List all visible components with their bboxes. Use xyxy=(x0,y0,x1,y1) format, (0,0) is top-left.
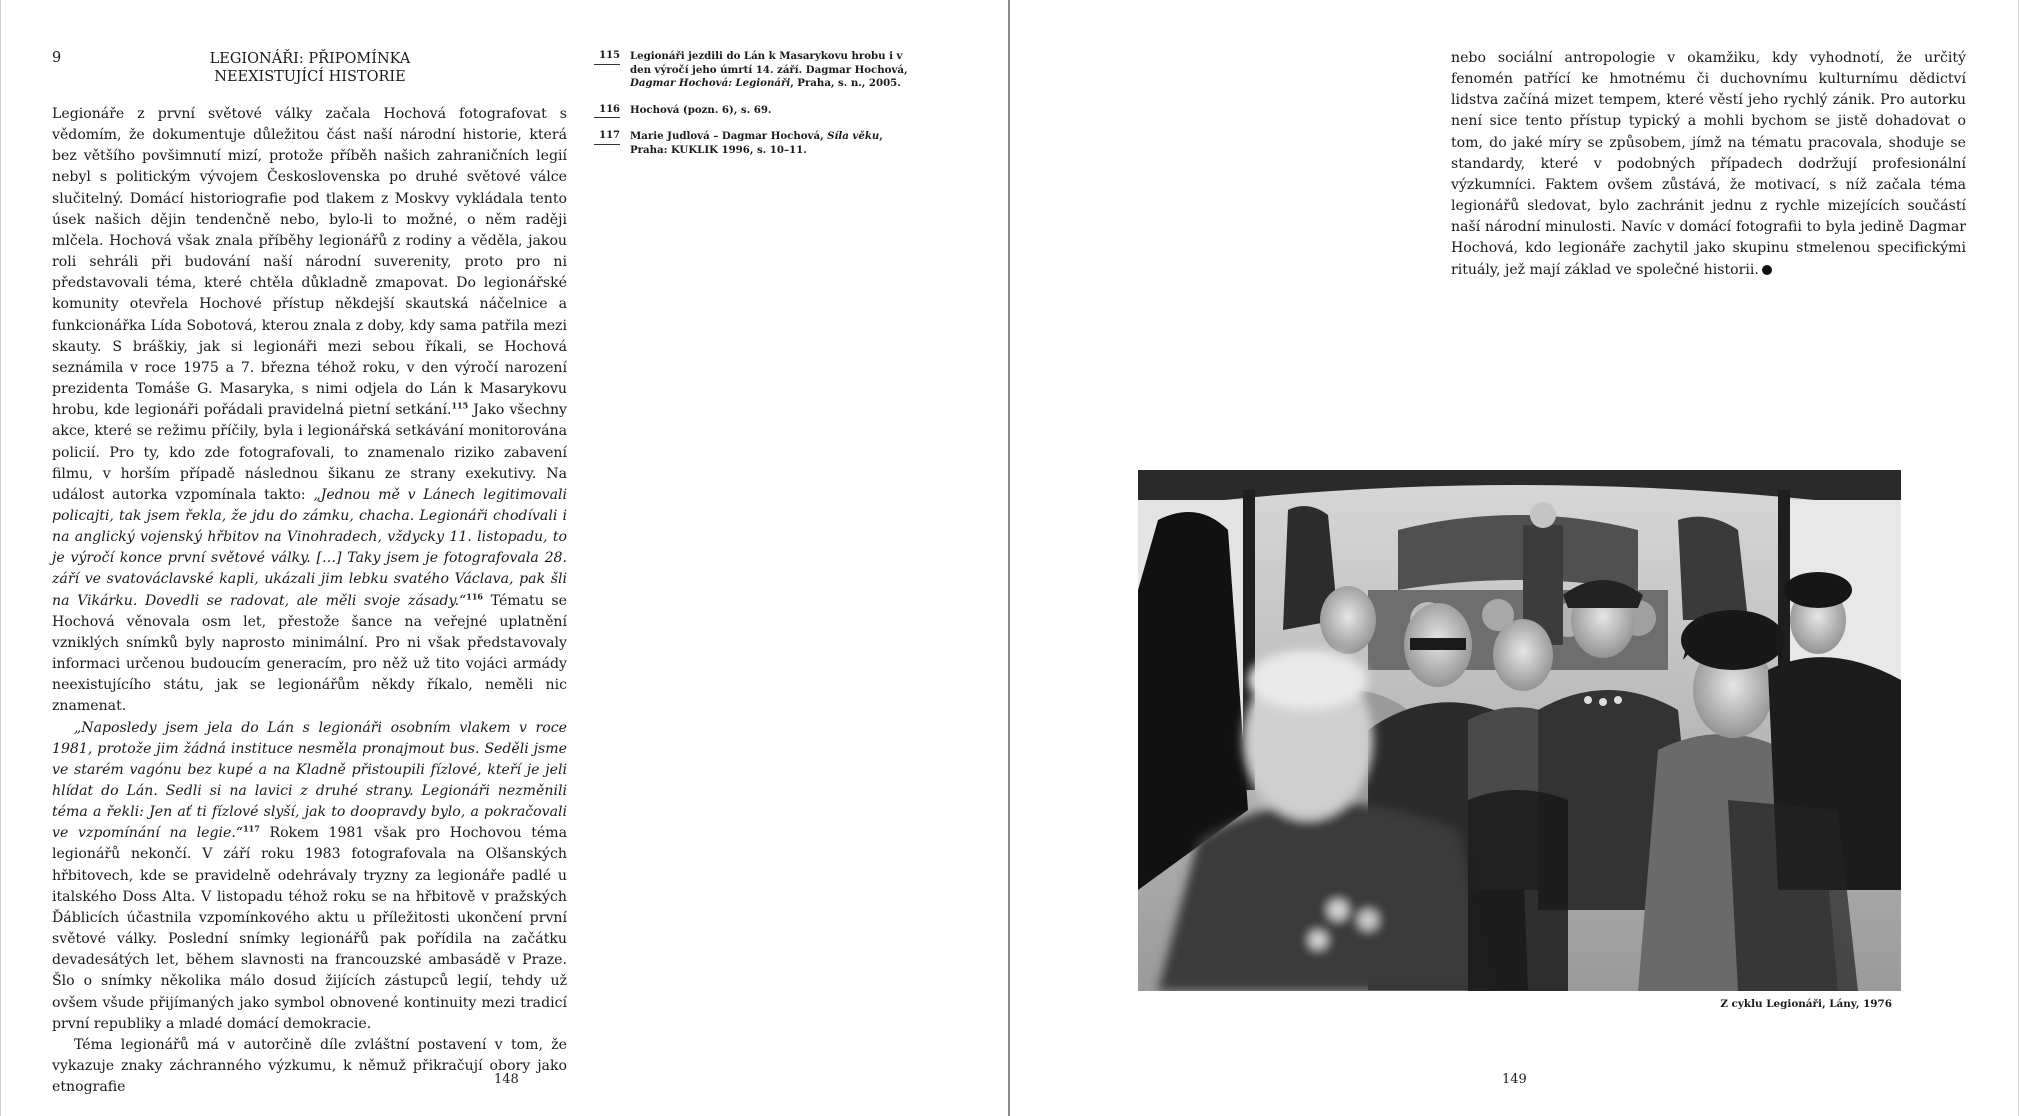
footnote-number: 116 xyxy=(594,103,620,119)
footnote-reference: 116 xyxy=(466,590,483,601)
quotation-text: „Jednou mě v Lánech legitimovali policajti, tak jsem řekla, že jdu do zámku, chacha. Legionáři chodívali i na anglický vojenský hřbitov na Vinohradech, vždycky 11. listopadu, to je výročí konce první světové války. […] Taky jsem je fotografovala 28. září ve svatováclavské kapli, ukázali jim lebku svatého Václava, pak šli na Vikárku. Dovedli se radovat, ale měli svoje zásady.“ xyxy=(52,486,567,609)
quotation-text: „Naposledy jsem jela do Lán s legionáři osobním vlakem v roce 1981, protože jim žádná instituce nesměla pronajmout bus. Seděli jsme ve starém vagónu bez kupé a na Kladně přistoupili fízlové, kteří je jeli hlídat do Lán. Sedli si na lavici z druhé strany. Legionáři nezměnili téma a řekli: Jen ať ti fízlové slyší, jak to doopravdy bylo, a pokračovali ve vzpomínání na legie.“ xyxy=(52,719,567,842)
text-run: Hochová (pozn. 6), s. 69. xyxy=(630,103,772,116)
page-number: 149 xyxy=(1502,1072,1527,1087)
footnote xyxy=(592,50,912,91)
footnote-number: 117 xyxy=(594,129,620,145)
photo-legionnaires-bus xyxy=(1138,470,1901,991)
photo-caption: Z cyklu Legionáři, Lány, 1976 xyxy=(1720,998,1892,1010)
text-run: Jako všechny akce, které se režimu příčily, byla i legionářská setkávání monitorována policií. Pro ty, kdo zde fotografovali, to znamenalo riziko zabavení filmu, v horším případě následnou šikanu ze strany exekutivy. Na událost autorka vzpomínala takto: xyxy=(52,402,567,503)
text-run: Marie Judlová – Dagmar Hochová, xyxy=(630,130,828,142)
text-run: Téma legionářů má v autorčině díle zvláštní postavení v tom, že vykazuje znaky záchranného výzkumu, k němuž přikračují obory jako etnografie xyxy=(52,1036,567,1096)
paragraph xyxy=(52,104,567,718)
footnote-reference: 117 xyxy=(243,823,260,834)
page-number: 148 xyxy=(494,1072,519,1087)
left-page xyxy=(0,0,1008,1116)
footnote-number: 115 xyxy=(594,49,620,65)
page-edge xyxy=(0,0,1,1116)
paragraph xyxy=(52,718,567,1035)
text-run: Legionáře z první světové války začala Hochová fotografovat s vědomím, že dokumentuje důležitou část naší národní historie, která bez většího povšimnutí mizí, protože příběh našich zahraničních legií nebyl s politickým vývojem Československa po druhé světové válce slučitelný. Domácí historiografie pod tlakem z Moskvy vykládala tento úsek našich dějin tendenčně nebo, bylo-li to možné, o něm raději mlčela. Hochová však znala příběhy legionářů z rodiny a věděla, jakou roli sehráli při budování naší národní suverenity, proto pro ni představovali téma, které chtěla důkladně zmapovat. Do legionářské komunity otevřela Hochové přístup někdejší skautská náčelnice a funkcionářka Lída Sobotová, kterou znala z doby, kdy sama patřila mezi skauty. S bráškiy, jak si legionáři mezi sebou říkali, se Hochová seznámila v roce 1975 a 7. března téhož roku, v den výročí narození prezidenta Tomáše G. Masaryka, s nimi odjela do Lán k Masarykovu hrobu, kde legionáři pořádali pravidelná pietní setkání. xyxy=(52,106,567,419)
body-text-continued xyxy=(1451,48,1966,281)
chapter-title-line: NEEXISTUJÍCÍ HISTORIE xyxy=(214,69,406,85)
quotation-text: Síla věku xyxy=(827,130,880,142)
end-mark-icon xyxy=(1762,265,1772,275)
text-run: Tématu se Hochová věnovala osm let, přestože šance na veřejné uplatnění vzniklých snímků byly naprosto minimální. Pro ni však představovaly informaci určenou budoucím generacím, pro něž už tito vojáci armády neexistujícího státu, jak se legionářům někdy říkalo, neměli nic znamenat. xyxy=(52,592,568,715)
footnote xyxy=(592,104,912,118)
paragraph xyxy=(52,1035,567,1098)
text-run: Legionáři jezdili do Lán k Masarykovu hrobu i v den výročí jeho úmrtí 14. září. Dagmar Hochová, xyxy=(630,50,908,76)
footnotes xyxy=(592,50,912,170)
text-run: , Praha: KUKLIK 1996, s. 10–11. xyxy=(630,130,883,156)
footnote-reference: 115 xyxy=(451,400,469,411)
body-text xyxy=(52,104,567,1098)
text-run: , Praha, s. n., 2005. xyxy=(790,77,901,89)
footnote xyxy=(592,130,912,157)
chapter-title-line: LEGIONÁŘI: PŘIPOMÍNKA xyxy=(209,51,411,67)
paragraph-text: nebo sociální antropologie v okamžiku, kdy vyhodnotí, že určitý fenomén patřící ke hmotnému či duchovnímu kulturnímu dědictví lidstva začíná mizet tempem, které věstí jeho rychlý zánik. Pro autorku není sice tento přístup typický a mohli bychom se jistě dohadovat o tom, do jaké míry se způsobem, jímž na tématu pracovala, shoduje se standardy, které v podobných případech dodržují profesionální výzkumníci. Faktem ovšem zůstává, že motivací, s níž začala téma legionářů sledovat, bylo zachránit jednu z rychle mizejících součástí naší národní minulosti. Navíc v domácí fotografii to byla jedině Dagmar Hochová, kdo legionáře zachytil jako skupinu stmelenou specifickými rituály, jež mají základ ve společné historii. xyxy=(1451,50,1966,278)
chapter-number: 9 xyxy=(52,50,62,66)
quotation-text: Dagmar Hochová: Legionáři xyxy=(630,77,791,89)
chapter-title xyxy=(200,50,420,86)
text-run: Rokem 1981 však pro Hochovou téma legionářů nekončí. V září roku 1983 fotografovala na Olšanských hřbitovech, kde se pravidelně odehrávaly tryzny za legionáře padlé u italského Doss Alta. V listopadu téhož roku se na hřbitově v pražských Ďáblicích účastnila vzpomínkového aktu u příležitosti ukončení první světové války. Poslední snímky legionářů pak pořídila na začátku devadesátých let, během slavnosti na francouzské ambasádě v Praze. Šlo o snímky několika málo dosud žijících zástupců legií, tehdy už ovšem všude přijímaných jako symbol obnovené kontinuity mezi tradicí první republiky a mladé domácí demokracie. xyxy=(52,825,567,1032)
